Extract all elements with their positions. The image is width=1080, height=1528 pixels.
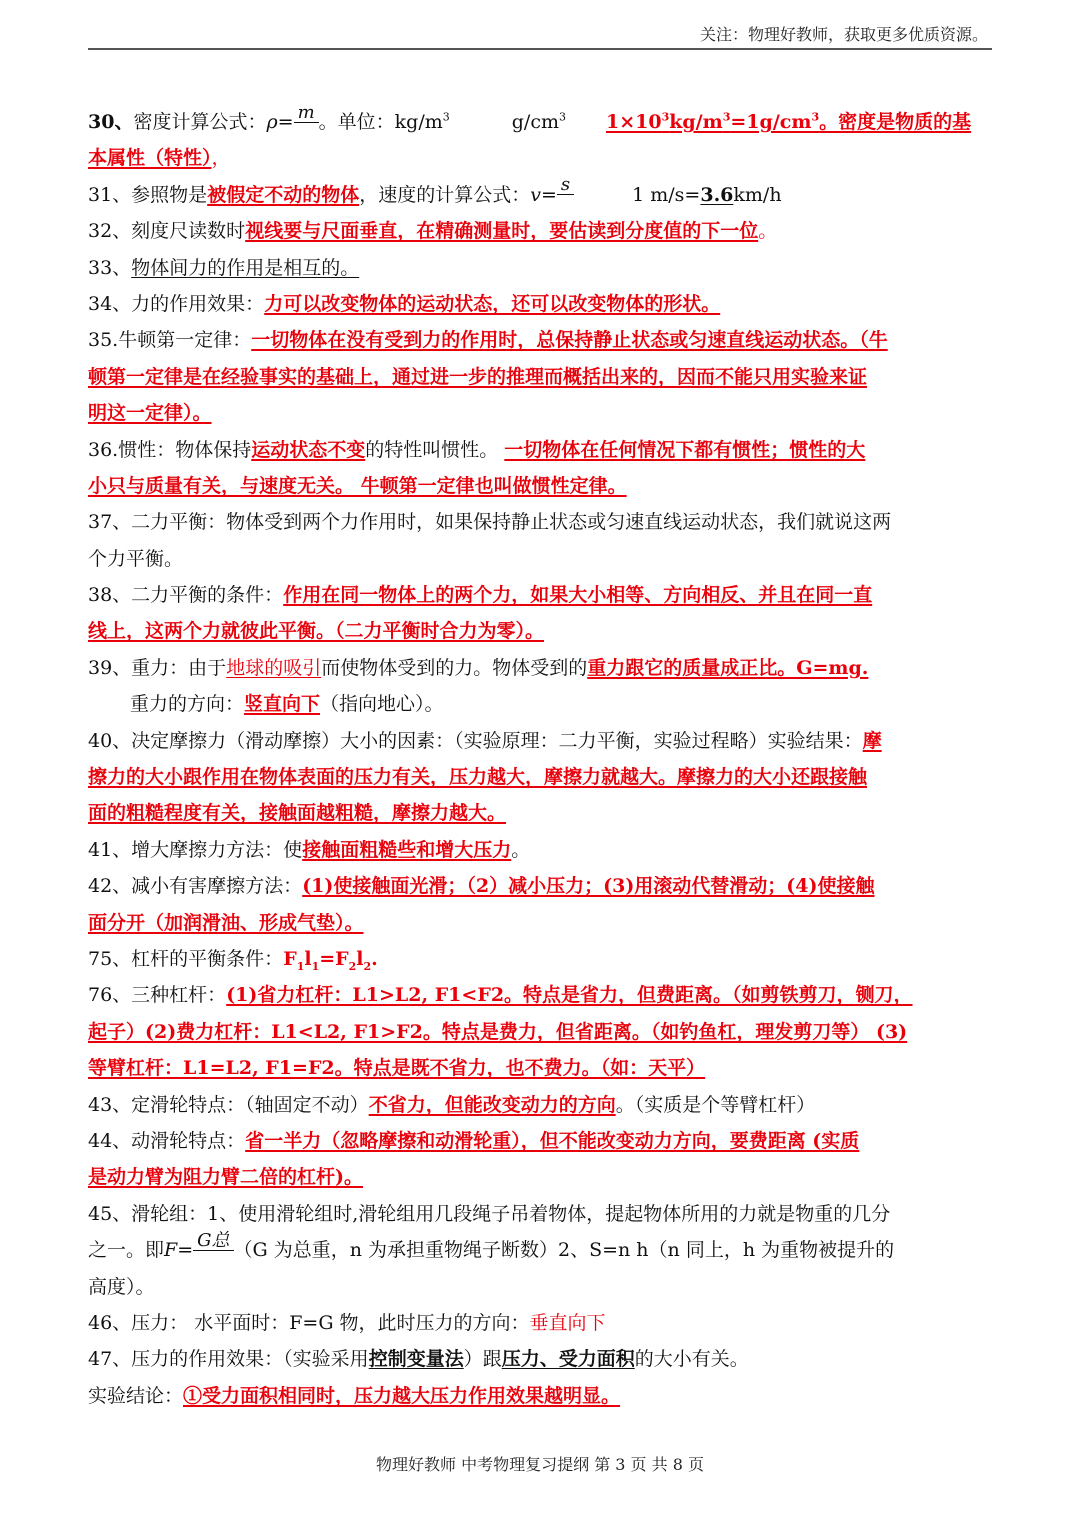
item-44-red-l1: 省一半力（忽略摩擦和动滑轮重），但不能改变动力方向，要费距离 (实质	[245, 1129, 860, 1152]
item-31-mid: ，速度的计算公式：	[359, 183, 531, 206]
item-42-lead: 42、减小有害摩擦方法：	[88, 875, 303, 898]
item-35-red-l1: 一切物体在没有受到力的作用时，总保持静止状态或匀速直线运动状态。（牛	[251, 329, 888, 352]
item-76-red-l1: (1)省力杠杆：L1>L2, F1<F2。特点是省力，但费距离。（如剪铁剪刀，铡刀，	[226, 984, 913, 1007]
item-35	[88, 322, 996, 358]
pulley-fraction	[193, 1229, 233, 1259]
conclusion-lead: 实验结论：	[88, 1384, 184, 1407]
item-33-lead: 33、	[88, 256, 132, 279]
fraction-numerator: G总	[193, 1232, 233, 1251]
item-40	[88, 723, 996, 759]
item-33-text: 物体间力的作用是相互的。	[131, 256, 360, 279]
item-44	[88, 1123, 996, 1159]
item-45-l3: 高度）。	[88, 1275, 155, 1298]
item-44-lead: 44、动滑轮特点：	[88, 1129, 246, 1152]
lever-formula: $F_1l_1=F_2l_2$.	[283, 947, 378, 973]
unit-conversion-value: 3.6	[700, 183, 734, 206]
item-39-red3: 竖直向下	[244, 693, 321, 716]
item-34	[88, 286, 996, 322]
item-75	[88, 941, 996, 977]
equals-sign: =	[177, 1239, 194, 1262]
item-42	[88, 868, 996, 904]
item-40-red-l2: 擦力的大小跟作用在物体表面的压力有关，压力越大，摩擦力就越大。摩擦力的大小还跟接触	[88, 766, 868, 789]
item-35-cont2	[88, 395, 996, 431]
fraction-numerator: m	[294, 104, 319, 123]
unit-conversion-a: 1 m/s=	[632, 183, 701, 206]
item-36-red: 运动状态不变	[251, 438, 366, 461]
item-38	[88, 577, 996, 613]
item-35-red-l3: 明这一定律）。	[88, 402, 212, 425]
item-38-cont	[88, 613, 996, 649]
superscript: 3	[558, 110, 566, 124]
item-45-l2a: 之一。即	[88, 1239, 165, 1262]
velocity-fraction	[557, 176, 574, 203]
item-39-cont	[88, 686, 996, 722]
item-37-l2: 个力平衡。	[88, 547, 184, 570]
item-43-lead: 43、定滑轮特点：（轴固定不动）	[88, 1093, 369, 1116]
item-30-conversion: $1\times 10^3kg/m^3=1g/cm^3$。密度是物质的基	[605, 110, 972, 133]
document-body	[88, 101, 996, 1414]
item-32-red: 视线要与尺面垂直，在精确测量时，要估读到分度值的下一位	[245, 220, 759, 243]
item-76-red-l3: 等臂杠杆：L1=L2, F1=F2。特点是既不省力，也不费力。（如：天平）	[88, 1057, 706, 1080]
item-37-cont	[88, 541, 996, 577]
header-divider	[88, 48, 992, 50]
item-39	[88, 650, 996, 686]
item-39-lead: 39、重力：由于	[88, 656, 227, 679]
item-47	[88, 1341, 996, 1377]
item-76-cont2	[88, 1050, 996, 1086]
item-45	[88, 1196, 996, 1232]
velocity-symbol: v	[530, 183, 541, 206]
item-39-red1: 地球的吸引	[226, 656, 322, 679]
item-38-red-l2: 线上，这两个力就彼此平衡。（二力平衡时合力为零）。	[88, 620, 545, 643]
equals-sign: =	[540, 183, 557, 206]
experiment-conclusion	[88, 1378, 996, 1414]
item-30-red-l2: 本属性（特性）	[88, 147, 212, 170]
item-39-l2b: （指向地心）。	[320, 693, 444, 716]
item-44-red-l2: 是动力臂为阻力臂二倍的杠杆)。	[88, 1166, 363, 1189]
item-40-cont	[88, 759, 996, 795]
item-36-red-l1: 一切物体在任何情况下都有惯性；惯性的大	[504, 438, 866, 461]
item-36-mid: 的特性叫惯性。	[365, 438, 499, 461]
item-32-lead: 32、刻度尺读数时	[88, 220, 246, 243]
item-40-cont2	[88, 795, 996, 831]
item-32-tail: 。	[758, 220, 778, 243]
item-76	[88, 977, 996, 1013]
item-76-cont	[88, 1014, 996, 1050]
item-47-lead: 47、压力的作用效果：（实验采用	[88, 1348, 369, 1371]
item-30	[88, 101, 996, 140]
item-31	[88, 174, 996, 213]
item-30-number: 30、	[88, 111, 134, 133]
item-45-cont2	[88, 1269, 996, 1305]
page-footer: 物理好教师 中考物理复习提纲 第 3 页 共 8 页	[376, 1455, 704, 1474]
item-39-mid: 而使物体受到的力。物体受到的	[321, 656, 588, 679]
conclusion-red: ①受力面积相同时，压力越大压力作用效果越明显。	[183, 1384, 621, 1407]
item-33	[88, 250, 996, 286]
unit-conversion-c: km/h	[733, 183, 782, 206]
item-36	[88, 432, 996, 468]
fraction-numerator: s	[557, 176, 574, 195]
density-fraction	[294, 101, 319, 131]
item-41-tail: 。	[511, 838, 531, 861]
item-47-bold2: 压力、受力面积	[501, 1348, 635, 1371]
item-39-l2a: 重力的方向：	[130, 693, 245, 716]
force-symbol: F	[164, 1239, 178, 1262]
item-43-tail: 。（实质是个等臂杠杆）	[615, 1093, 816, 1116]
item-41-red: 接触面粗糙些和增大压力	[302, 838, 512, 861]
item-46-lead: 46、压力： 水平面时：F=G 物，此时压力的方向：	[88, 1311, 530, 1334]
item-34-red: 力可以改变物体的运动状态，还可以改变物体的形状。	[264, 292, 721, 315]
item-47-tail: 的大小有关。	[634, 1348, 749, 1371]
item-45-l2b: （G 为总重，n 为承担重物绳子断数）2、S=n h（n 同上，h 为重物被提升的	[233, 1239, 895, 1262]
item-47-mid: ）跟	[463, 1348, 502, 1371]
item-37-l1: 37、二力平衡：物体受到两个力作用时，如果保持静止状态或匀速直线运动状态，我们就说这两	[88, 511, 892, 534]
item-75-lead: 75、杠杆的平衡条件：	[88, 947, 284, 970]
item-30-lead: 密度计算公式：	[133, 111, 267, 133]
item-76-lead: 76、三种杠杆：	[88, 984, 227, 1007]
item-31-lead: 31、参照物是	[88, 183, 208, 206]
item-37	[88, 504, 996, 540]
item-43	[88, 1087, 996, 1123]
rho-symbol: ρ	[266, 111, 278, 133]
item-34-lead: 34、力的作用效果：	[88, 292, 265, 315]
item-36-red-l2: 小只与质量有关，与速度无关。 牛顿第一定律也叫做惯性定律。	[88, 474, 627, 497]
equals-sign: =	[277, 111, 294, 133]
item-36-lead: 36.惯性：物体保持	[88, 438, 252, 461]
item-36-cont	[88, 468, 996, 504]
item-40-red-l1: 摩	[862, 729, 882, 752]
item-32	[88, 213, 996, 249]
item-38-red-l1: 作用在同一物体上的两个力，如果大小相等、方向相反、并且在同一直	[283, 584, 873, 607]
item-42-cont	[88, 905, 996, 941]
item-76-red-l2: 起子）(2)费力杠杆：L1<L2, F1>F2。特点是费力，但省距离。（如钓鱼杠，理发剪刀等） (3)	[88, 1020, 908, 1043]
item-31-red: 被假定不动的物体	[207, 183, 360, 206]
item-40-red-l3: 面的粗糙程度有关，接触面越粗糙，摩擦力越大。	[88, 802, 507, 825]
item-30-unit-label: 。单位：kg/m	[318, 111, 443, 133]
item-42-red-l2: 面分开（加润滑油、形成气垫）。	[88, 911, 364, 934]
item-47-bold1: 控制变量法	[368, 1348, 464, 1371]
item-30-unit-g: g/cm	[511, 111, 559, 133]
item-46-red: 垂直向下	[529, 1311, 606, 1334]
item-35-lead: 35.牛顿第一定律：	[88, 329, 252, 352]
item-42-red-l1: (1)使接触面光滑；（2）减小压力；(3)用滚动代替滑动；(4)使接触	[302, 875, 875, 898]
item-30-cont: 本属性（特性），	[88, 147, 231, 170]
item-44-cont	[88, 1159, 996, 1195]
item-39-red2: 重力跟它的质量成正比。G=mg.	[587, 656, 869, 679]
item-40-lead: 40、决定摩擦力（滑动摩擦）大小的因素：（实验原理：二力平衡，实验过程略）实验结果：	[88, 729, 863, 752]
superscript: 3	[442, 110, 450, 124]
item-43-red: 不省力，但能改变动力的方向	[368, 1093, 616, 1116]
item-35-red-l2: 顿第一定律是在经验事实的基础上，通过进一步的推理而概括出来的，因而不能只用实验来证	[88, 365, 868, 388]
item-46	[88, 1305, 996, 1341]
item-45-l1: 45、滑轮组：1、使用滑轮组时,滑轮组用几段绳子吊着物体，提起物体所用的力就是物重的几分	[88, 1202, 891, 1225]
item-38-lead: 38、二力平衡的条件：	[88, 584, 284, 607]
page-header: 关注：物理好教师，获取更多优质资源。	[699, 25, 988, 44]
item-45-cont	[88, 1229, 996, 1268]
item-41-lead: 41、增大摩擦力方法：使	[88, 838, 303, 861]
item-41	[88, 832, 996, 868]
item-35-cont	[88, 359, 996, 395]
